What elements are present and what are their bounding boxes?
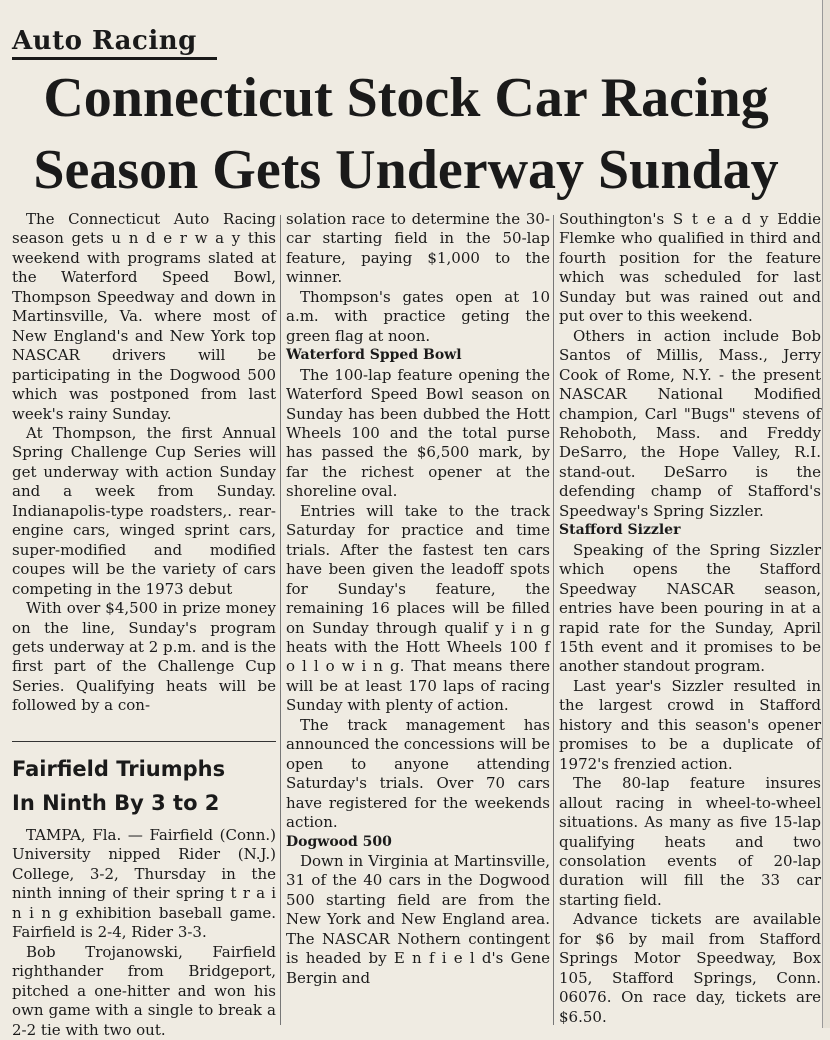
article-paragraph-continued: solation race to determine the 30-car starting field in the 50-lap feature, paying $1,000 to the winner. [286,210,550,287]
article-paragraph: Last year's Sizzler resulted in the largest crowd in Stafford history and this season's opener promises to be a duplicate of 1972's frenzied action. [559,676,821,773]
kicker-underline [12,57,217,60]
brief-title-line-1: Fairfield Triumphs [12,757,226,781]
subhead: Dogwood 500 [286,833,392,850]
sports-brief [12,752,276,1040]
article-paragraph: Speaking of the Spring Sizzler which opens the Stafford Speedway NASCAR season, entries have been pouring in at a rapid rate for the Sunday, April 15th event and it promises to be another standout program. [559,540,821,676]
article-paragraph: The Connecticut Auto Racing season gets u n d e r w a y this weekend with programs slated at the Waterford Speed Bowl, Thompson Speedway and down in Martinsville, Va. where most of New England's and New York top NASCAR drivers will be participating in the Dogwood 500 which was postponed from last week's rainy Sunday. [12,210,276,423]
article-paragraph: Down in Virginia at Martinsville, 31 of the 40 cars in the Dogwood 500 starting field are from the New York and New England area. The NASCAR Nothern contingent is headed by E n f i e l d's Gene Bergin and [286,851,550,987]
article-paragraph: The 100-lap feature opening the Waterford Speed Bowl season on Sunday has been dubbed the Hott Wheels 100 and the total purse has passed the $6,500 mark, by far the richest opener at the shoreline oval. [286,365,550,501]
article-paragraph: The track management has announced the concessions will be open to anyone attending Saturday's trials. Over 70 cars have registered for the weekends action. [286,715,550,832]
article-column-1 [12,210,276,716]
headline-line-2: Season Gets Underway Sunday [33,139,779,201]
article-column-2 [286,210,550,988]
section-kicker: Auto Racing [12,26,197,56]
article-paragraph: Advance tickets are available for $6 by mail from Stafford Springs Motor Speedway, Box 105, Stafford Springs, Conn. 06076. On race day, tickets are $6.50. [559,910,821,1026]
article-paragraph: Thompson's gates open at 10 a.m. with practice geting the green flag at noon. [286,287,550,345]
subhead: Stafford Sizzler [559,522,681,539]
adjacent-page-margin [822,0,830,1028]
article-paragraph: The 80-lap feature insures allout racing in wheel-to-wheel situations. As many as five 15-lap qualifying heats and two consolation events of 20-lap duration will fill the 33 car starting field. [559,774,821,909]
headline-line-1: Connecticut Stock Car Racing [43,67,769,129]
brief-title-line-2: In Ninth By 3 to 2 [12,791,220,815]
brief-paragraph: TAMPA, Fla. — Fairfield (Conn.) University nipped Rider (N.J.) College, 3-2, Thursday in the ninth inning of their spring t r a i n i n g exhibition baseball game. Fairfield is 2-4, Rider 3-3. [12,826,276,942]
article-column-3 [559,210,821,1027]
vertical-rule [553,215,554,1025]
subhead: Waterford Spped Bowl [286,347,462,364]
vertical-rule [280,215,281,1025]
headline [0,62,812,206]
article-paragraph: At Thompson, the first Annual Spring Challenge Cup Series will get underway with action Sunday and a week from Sunday. Indianapolis-type roadsters,. rear-engine cars, winged sprint cars, super-modified and modified coupes will be the variety of cars competing in the 1973 debut [12,423,276,598]
column-divider [12,741,276,742]
brief-title [12,752,276,820]
article-paragraph-continued: Southington's S t e a d y Eddie Flemke who qualified in third and fourth position for the feature which was scheduled for last Sunday but was rained out and put over to this weekend. [559,210,821,326]
article-paragraph: Entries will take to the track Saturday for practice and time trials. After the fastest ten cars have been given the leadoff spots for Sunday's feature, the remaining 16 places will be filled on Sunday through qualif y i n g heats with the Hott Wheels 100 f o l l o w i n g. That means there will be at least 170 laps of racing Sunday with plenty of action. [286,501,550,715]
brief-paragraph: Bob Trojanowski, Fairfield righthander from Bridgeport, pitched a one-hitter and won his own game with a single to break a 2-2 tie with two out. [12,942,276,1039]
article-paragraph: Others in action include Bob Santos of Millis, Mass., Jerry Cook of Rome, N.Y. - the present NASCAR National Modified champion, Carl "Bugs" stevens of Rehoboth, Mass. and Freddy DeSarro, the Hope Valley, R.I. stand-out. DeSarro is the defending champ of Stafford's Speedway's Spring Sizzler. [559,326,821,520]
article-paragraph: With over $4,500 in prize money on the line, Sunday's program gets underway at 2 p.m. and is the first part of the Challenge Cup Series. Qualifying heats will be followed by a con- [12,599,276,715]
